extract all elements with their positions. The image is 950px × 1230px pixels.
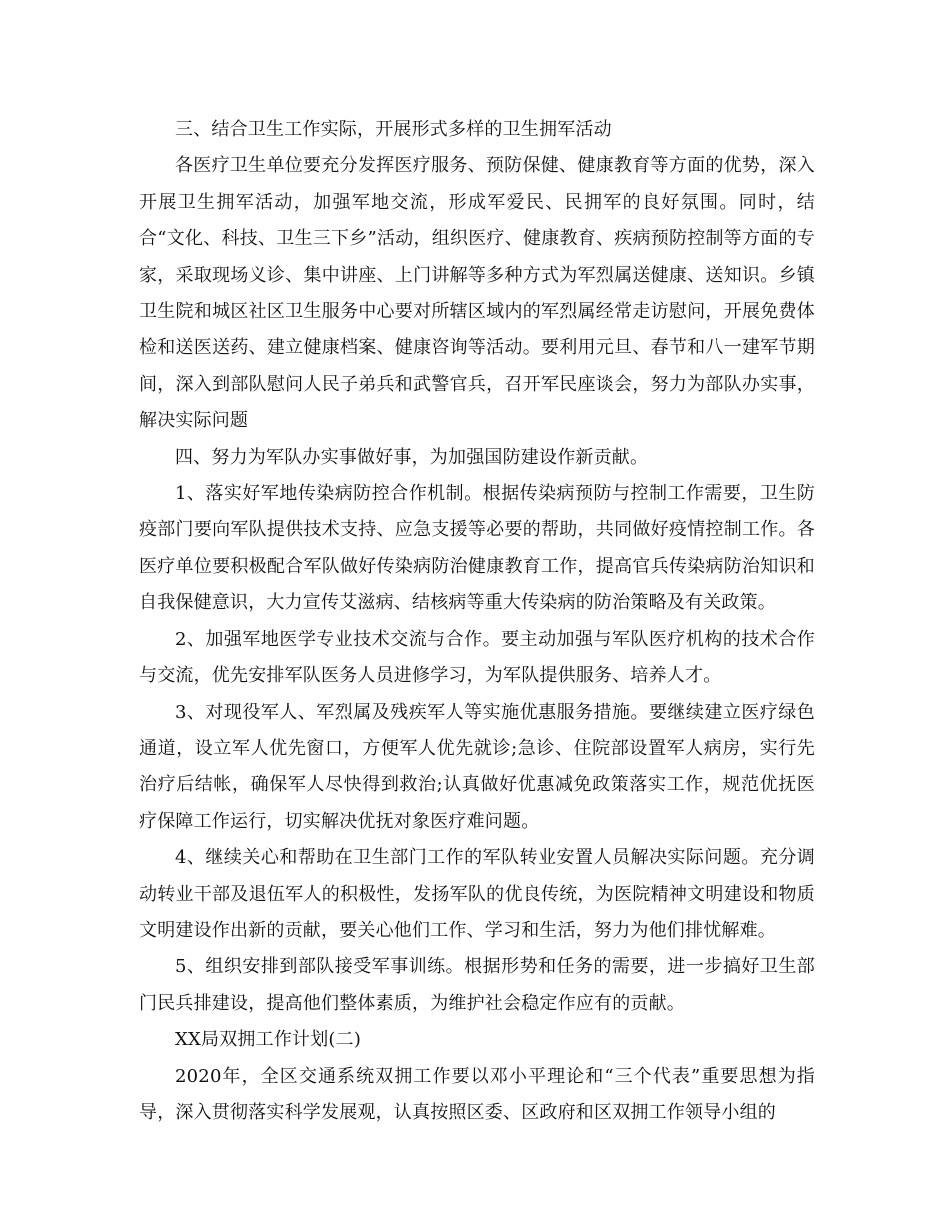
list-item-3: 3、对现役军人、军烈属及残疾军人等实施优惠服务措施。要继续建立医疗绿色通道，设立军人优先窗口，方便军人优先就诊;急诊、住院部设置军人病房，实行先治疗后结帐，确保军人尽快得到救治;认真做好优惠减免政策落实工作，规范优抚医疗保障工作运行，切实解决优抚对象医疗难问题。 [139,701,815,832]
list-item-2: 2、加强军地医学专业技术交流与合作。要主动加强与军队医疗机构的技术合作与交流，优先安排军队医务人员进修学习，为军队提供服务、培养人才。 [139,628,815,687]
document-body [139,112,815,1131]
section-heading-four: 四、努力为军队办实事做好事，为加强国防建设作新贡献。 [175,446,649,468]
list-item-1: 1、落实好军地传染病防控合作机制。根据传染病预防与控制工作需要，卫生防疫部门要向军队提供技术支持、应急支援等必要的帮助，共同做好疫情控制工作。各医疗单位要积极配合军队做好传染病防治健康教育工作，提高官兵传染病防治知识和自我保健意识，大力宣传艾滋病、结核病等重大传染病的防治策略及有关政策。 [139,483,815,614]
list-item-4: 4、继续关心和帮助在卫生部门工作的军队转业安置人员解决实际问题。充分调动转业干部及退伍军人的积极性，发扬军队的优良传统，为医院精神文明建设和物质文明建设作出新的贡献，要关心他们工作、学习和生活，努力为他们排忧解难。 [139,847,815,941]
section-heading-three: 三、结合卫生工作实际，开展形式多样的卫生拥军活动 [175,119,612,140]
paragraph-2020-plan: 2020年，全区交通系统双拥工作要以邓小平理论和“三个代表”重要思想为指导，深入贯彻落实科学发展观，认真按照区委、区政府和区双拥工作领导小组的 [139,1065,815,1123]
list-item-5: 5、组织安排到部队接受军事训练。根据形势和任务的需要，进一步搞好卫生部门民兵排建设，提高他们整体素质，为维护社会稳定作应有的贡献。 [139,956,815,1014]
subtitle-plan-two: XX局双拥工作计划(二) [175,1029,362,1051]
paragraph-medical-support: 各医疗卫生单位要充分发挥医疗服务、预防保健、健康教育等方面的优势，深入开展卫生拥军活动，加强军地交流，形成军爱民、民拥军的良好氛围。同时，结合“文化、科技、卫生三下乡”活动，组织医疗、健康教育、疾病预防控制等方面的专家，采取现场义诊、集中讲座、上门讲解等多种方式为军烈属送健康、送知识。乡镇卫生院和城区社区卫生服务中心要对所辖区域内的军烈属经常走访慰问，开展免费体检和送医送药、建立健康档案、健康咨询等活动。要利用元旦、春节和八一建军节期间，深入到部队慰问人民子弟兵和武警官兵，召开军民座谈会，努力为部队办实事，解决实际问题 [139,155,815,432]
